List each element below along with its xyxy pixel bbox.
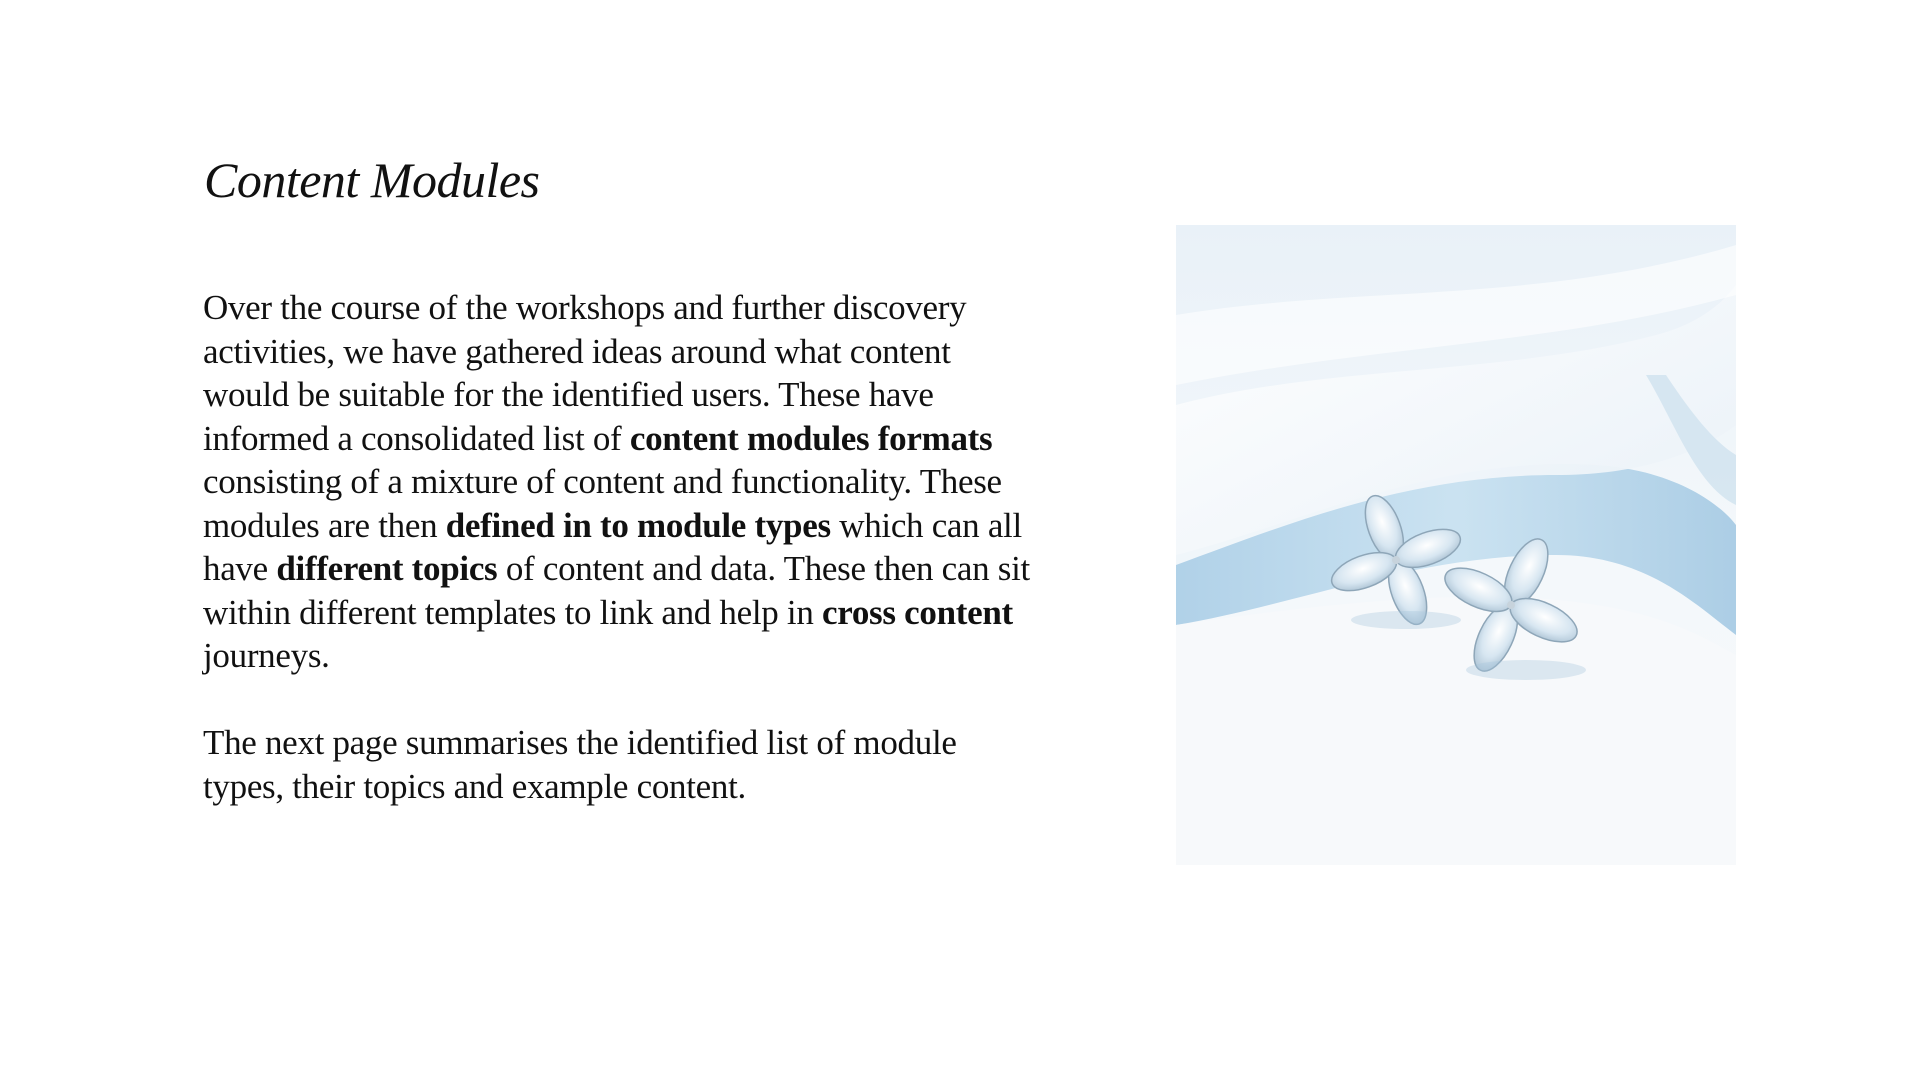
text-run: which can all have	[203, 505, 1022, 588]
text-run: of content and data. These then can sit within different templates to link and help in	[203, 549, 1030, 632]
page-title: Content Modules	[204, 152, 540, 208]
intro-paragraph	[203, 286, 1033, 678]
summary-paragraph: The next page summarises the identified list of module types, their topics and example content.	[203, 723, 957, 806]
text-run: Over the course of the workshops and further discovery activities, we have gathered ideas around what content would be suitable for the identified users. These have informed a consolidated list of	[203, 288, 967, 458]
text-run: journeys.	[203, 636, 330, 675]
bold-phrase-content-modules-formats: content modules formats	[629, 418, 993, 458]
body-text	[203, 286, 1033, 808]
diamond-earrings-photo	[1176, 225, 1736, 865]
text-run: consisting of a mixture of content and functionality. These modules are then	[203, 462, 1002, 545]
bold-phrase-cross-content: cross content	[822, 592, 1013, 632]
bold-phrase-module-types: defined in to module types	[445, 505, 831, 545]
bold-phrase-different-topics: different topics	[276, 549, 498, 588]
